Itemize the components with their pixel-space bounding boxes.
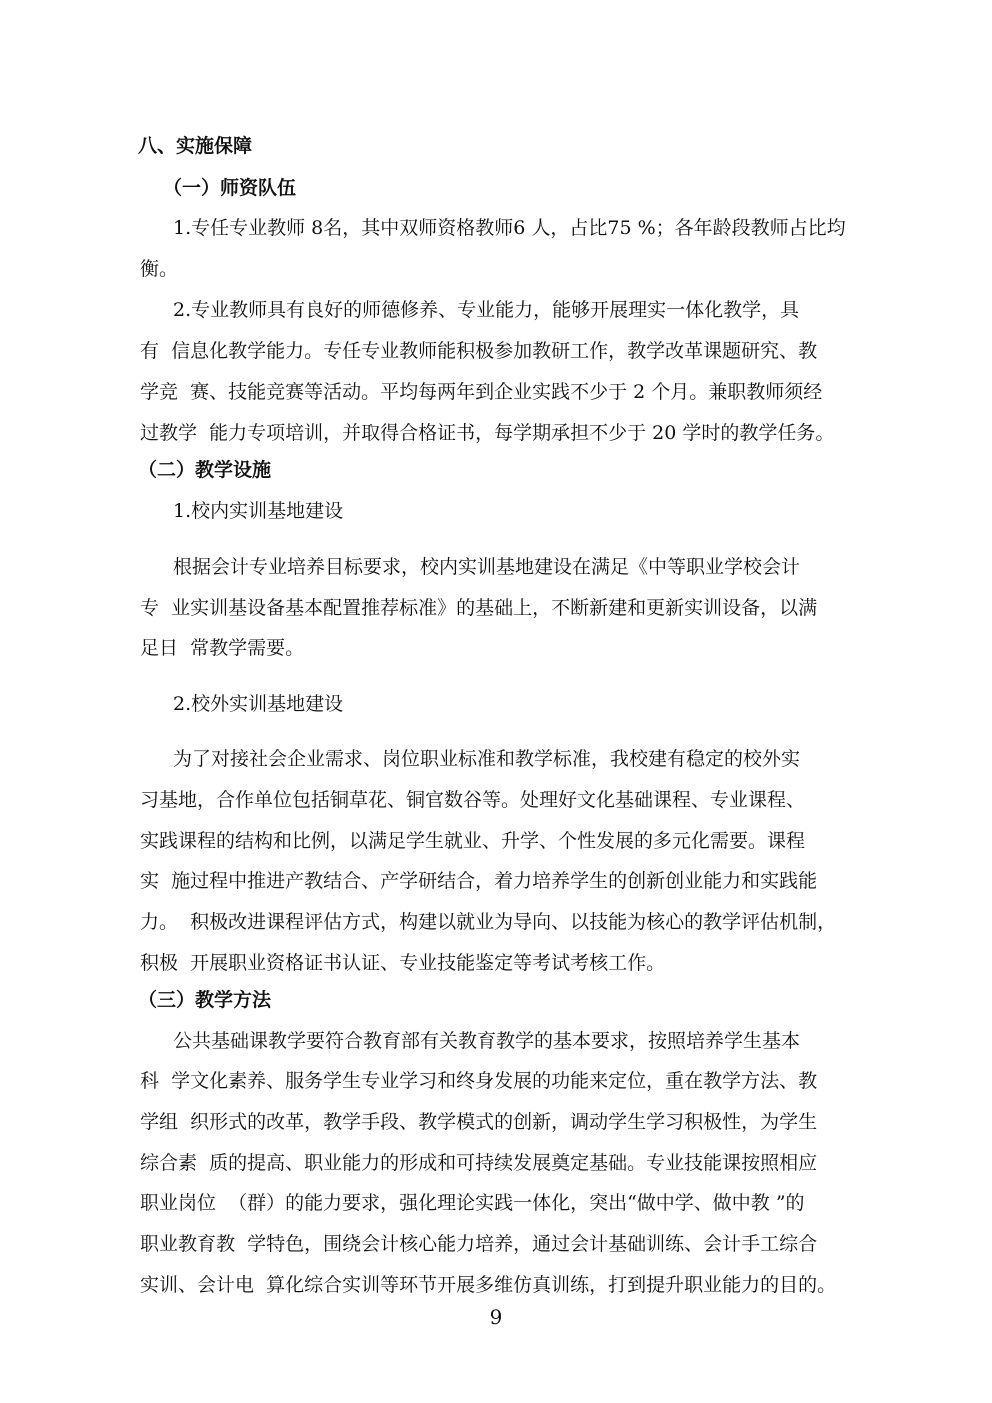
paragraph-line: 实 施过程中推进产教结合、产学研结合，着力培养学生的创新创业能力和实践能	[140, 870, 818, 892]
paragraph-line: 学竞 赛、技能竞赛等活动。平均每两年到企业实践不少于 2 个月。兼职教师须经	[140, 381, 823, 403]
paragraph-line: 为了对接社会企业需求、岗位职业标准和教学标准，我校建有稳定的校外实	[173, 748, 801, 770]
section-title: （二）教学设施	[138, 459, 272, 481]
paragraph-line: 实践课程的结构和比例，以满足学生就业、升学、个性发展的多元化需要。课程	[140, 830, 806, 852]
paragraph-line: 足日 常教学需要。	[140, 637, 305, 659]
subsection-title: 2.校外实训基地建设	[173, 693, 344, 715]
paragraph-line: 衡。	[140, 258, 179, 280]
paragraph-line: 习基地，合作单位包括铜草花、铜官数谷等。处理好文化基础课程、专业课程、	[140, 789, 806, 811]
subsection-title: 1.校内实训基地建设	[173, 500, 344, 522]
paragraph-line: 科 学文化素养、服务学生专业学习和终身发展的功能来定位，重在教学方法、教	[140, 1070, 818, 1092]
main-heading: 八、实施保障	[138, 135, 253, 157]
paragraph-line: 实训、会计电 算化综合实训等环节开展多维仿真训练，打到提升职业能力的目的。	[140, 1274, 837, 1296]
paragraph-line: 公共基础课教学要符合教育部有关教育教学的基本要求，按照培养学生基本	[173, 1030, 801, 1052]
paragraph-line: 综合素 质的提高、职业能力的形成和可持续发展奠定基础。专业技能课按照相应	[140, 1152, 818, 1174]
paragraph-line: 积极 开展职业资格证书认证、专业技能鉴定等考试考核工作。	[140, 952, 666, 974]
paragraph-line: 力。 积极改进课程评估方式，构建以就业为导向、以技能为核心的教学评估机制，	[140, 911, 837, 933]
paragraph-line: 有 信息化教学能力。专任专业教师能积极参加教研工作，教学改革课题研究、教	[140, 340, 818, 362]
paragraph-line: 2.专业教师具有良好的师德修养、专业能力，能够开展理实一体化教学，具	[173, 299, 800, 321]
page-number: 9	[489, 1305, 503, 1329]
paragraph-line: 职业岗位 （群）的能力要求，强化理论实践一体化，突出“做中学、做中教 ”的	[140, 1192, 805, 1214]
paragraph-line: 职业教育教 学特色，围绕会计核心能力培养，通过会计基础训练、会计手工综合	[140, 1233, 818, 1255]
paragraph-line: 根据会计专业培养目标要求，校内实训基地建设在满足《中等职业学校会计	[173, 556, 801, 578]
paragraph-line: 学组 织形式的改革，教学手段、教学模式的创新，调动学生学习积极性，为学生	[140, 1111, 818, 1133]
paragraph-line: 过教学 能力专项培训，并取得合格证书，每学期承担不少于 20 学时的教学任务。	[140, 422, 835, 444]
paragraph-line: 1.专任专业教师 8名，其中双师资格教师6 人，占比75 %；各年龄段教师占比均	[173, 217, 846, 239]
paragraph-line: 专 业实训基设备基本配置推荐标准》的基础上，不断新建和更新实训设备，以满	[140, 597, 818, 619]
section-title: （三）教学方法	[138, 989, 272, 1011]
section-title: （一）师资队伍	[163, 177, 297, 199]
